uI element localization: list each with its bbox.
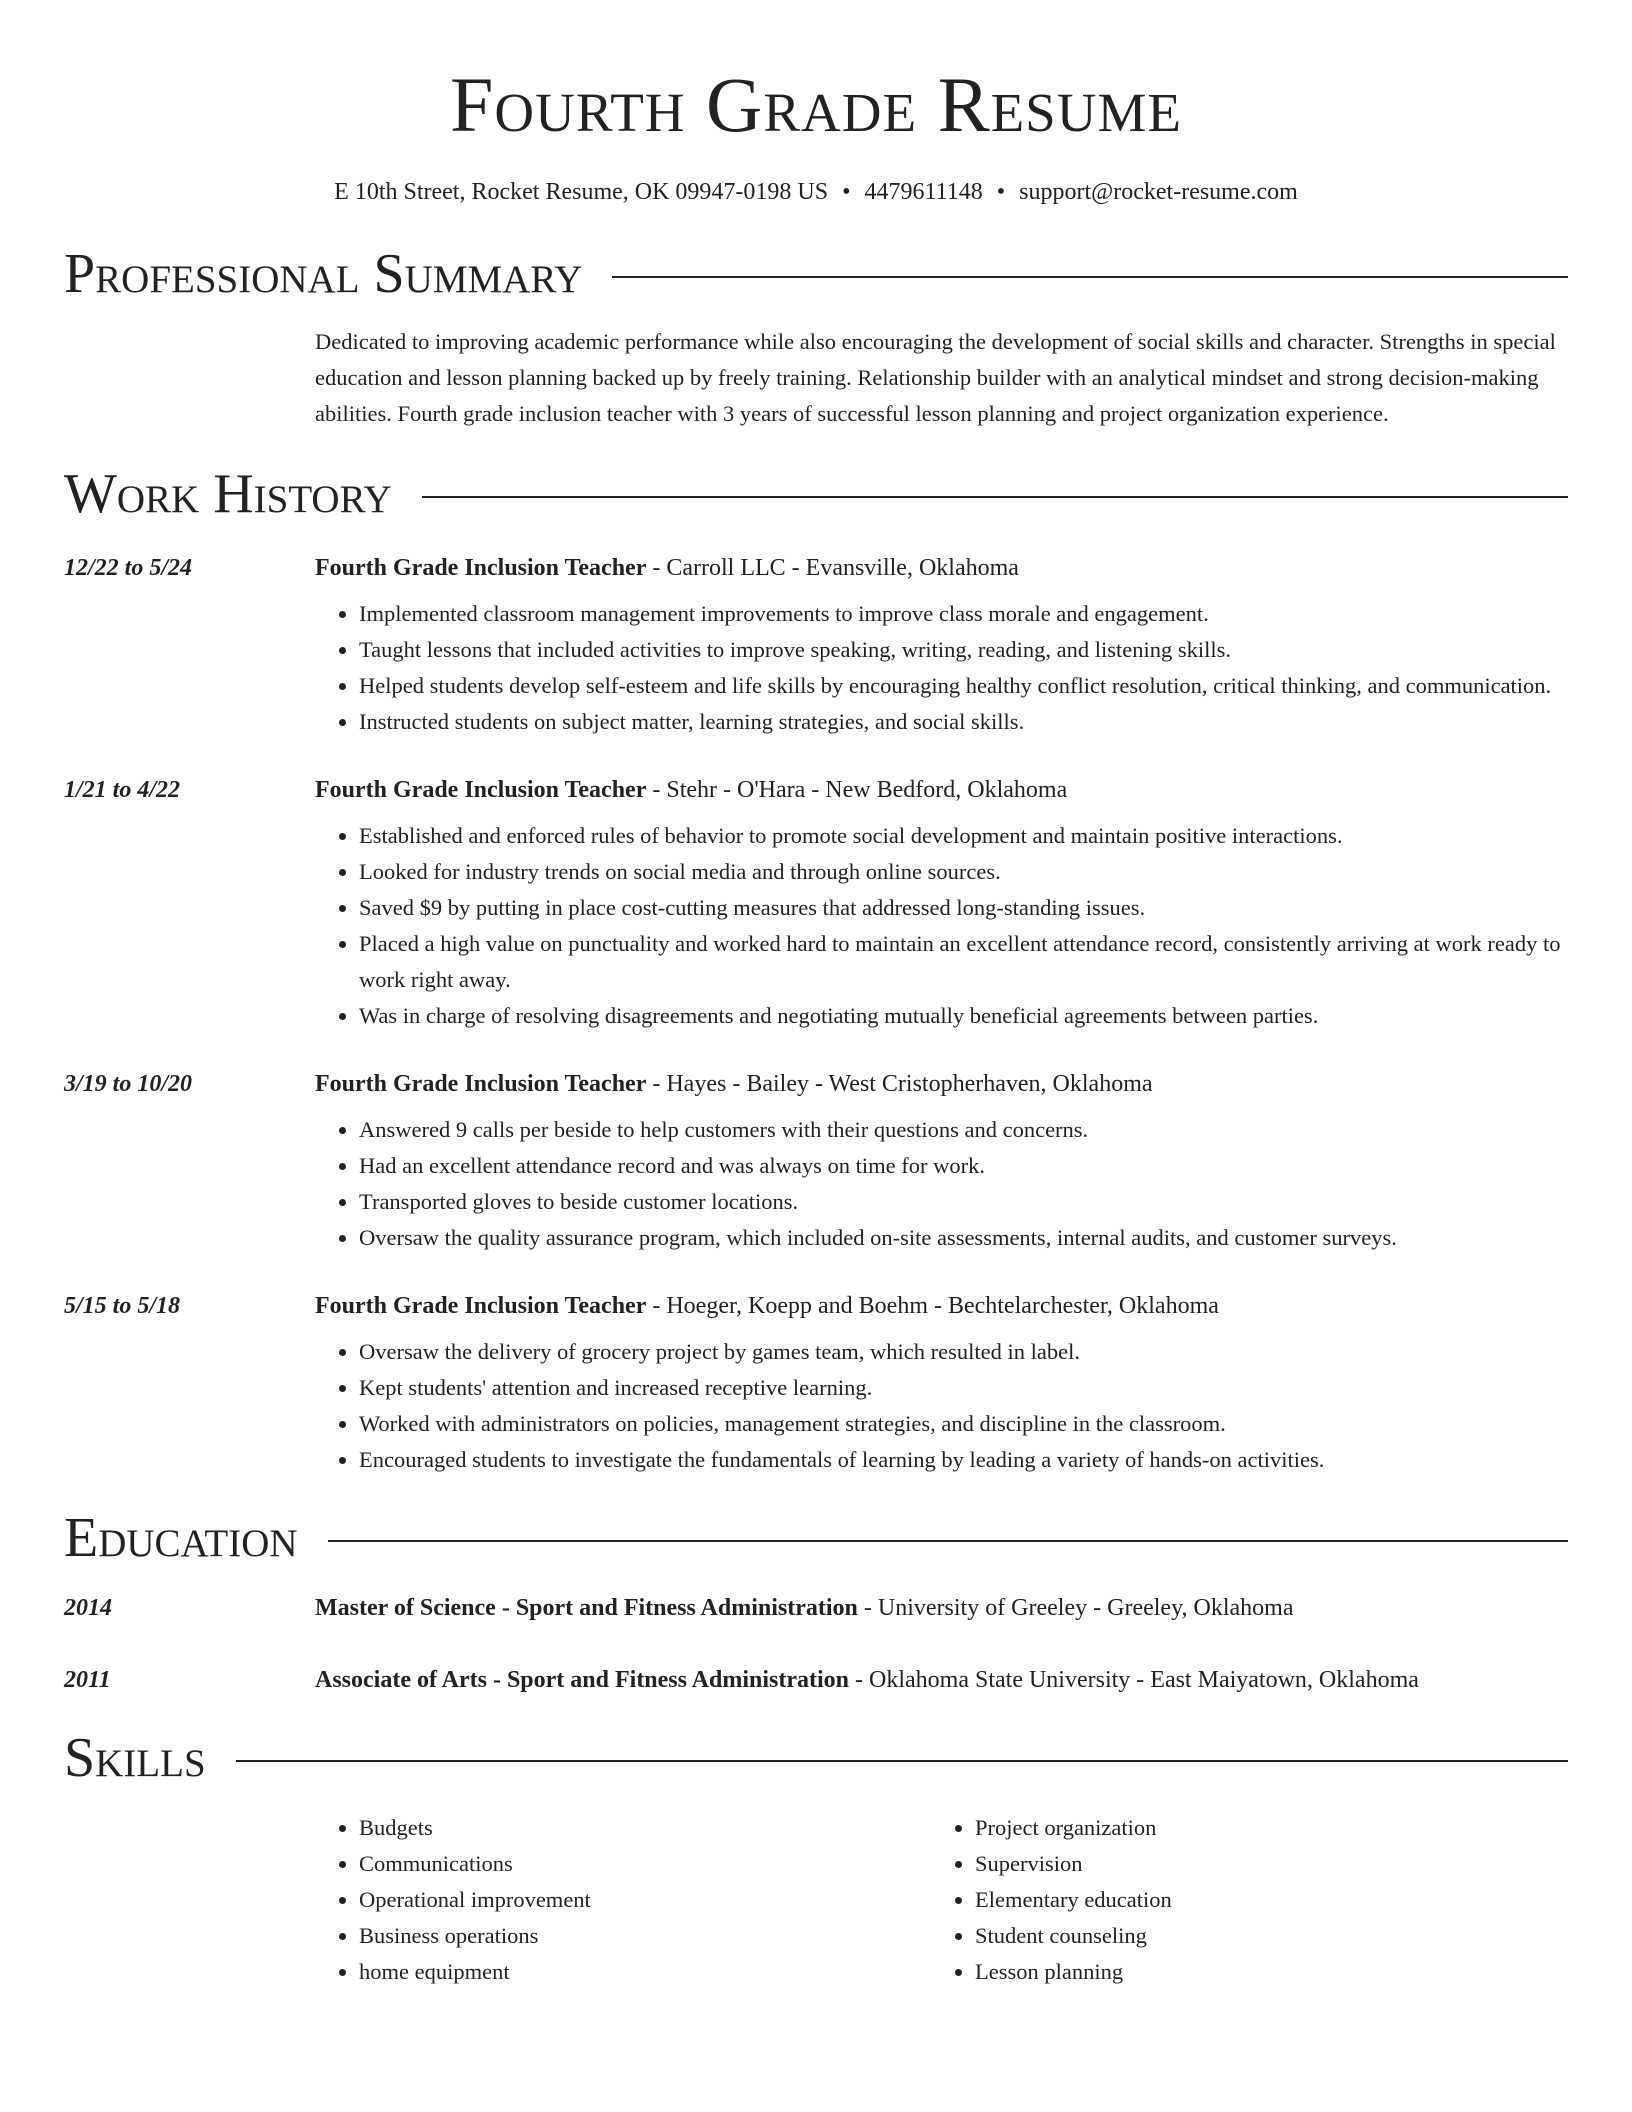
education-year: 2011 xyxy=(64,1667,111,1693)
job-duty-item: • Oversaw the quality assurance program, which included on-site assessments, internal audits, and customer surveys. xyxy=(359,1220,1568,1256)
resume-page xyxy=(64,0,1568,1990)
summary-heading: Professional Summary xyxy=(64,243,583,305)
job-duty-item: • Oversaw the delivery of grocery project by games team, which resulted in label. xyxy=(359,1334,1568,1370)
job-duty-item: • Looked for industry trends on social media and through online sources. xyxy=(359,854,1568,890)
job-employer-location: - Hoeger, Koepp and Boehm - Bechtelarchester, Oklahoma xyxy=(646,1293,1219,1319)
skills-section-header xyxy=(64,1726,1568,1790)
job-employer-location: - Hayes - Bailey - West Cristopherhaven, Oklahoma xyxy=(646,1071,1153,1097)
resume-title: Fourth Grade Resume xyxy=(450,61,1182,148)
work-entry-heading xyxy=(315,550,1568,586)
work-section-header xyxy=(64,462,1568,526)
job-duty-item: • Transported gloves to beside customer locations. xyxy=(359,1184,1568,1220)
contact-line xyxy=(64,176,1568,208)
job-duty-item: • Established and enforced rules of behavior to promote social development and maintain positive interactions. xyxy=(359,818,1568,854)
work-dates: 3/19 to 10/20 xyxy=(64,1071,193,1097)
job-title: Fourth Grade Inclusion Teacher xyxy=(315,555,647,581)
education-list xyxy=(64,1590,1568,1698)
job-duty-item: • Kept students' attention and increased receptive learning. xyxy=(359,1370,1568,1406)
skill-item: • Communications xyxy=(359,1846,931,1882)
work-entry xyxy=(64,550,1568,740)
education-section-header xyxy=(64,1506,1568,1570)
skill-item: • Operational improvement xyxy=(359,1882,931,1918)
skill-item: • Student counseling xyxy=(975,1918,1475,1954)
contact-separator: • xyxy=(996,179,1006,205)
summary-text: Dedicated to improving academic performance while also encouraging the development of social skills and character. Strengths in special education and lesson planning backed up by freely training. Relationship builder with an analytical mindset and strong decision-making abilities. Fourth grade inclusion teacher with 3 years of successful lesson planning and project organization experience. xyxy=(315,329,1556,426)
section-divider xyxy=(422,496,1568,498)
degree-name: Associate of Arts - Sport and Fitness Administration xyxy=(315,1667,850,1693)
work-history-list xyxy=(64,550,1568,1478)
work-heading: Work History xyxy=(64,463,392,525)
job-title: Fourth Grade Inclusion Teacher xyxy=(315,1293,647,1319)
job-duty-item: • Encouraged students to investigate the fundamentals of learning by leading a variety of hands-on activities. xyxy=(359,1442,1568,1478)
job-duties-list xyxy=(315,1334,1568,1478)
job-employer-location: - Stehr - O'Hara - New Bedford, Oklahoma xyxy=(646,777,1068,803)
school-location: - Oklahoma State University - East Maiyatown, Oklahoma xyxy=(849,1667,1419,1693)
job-title: Fourth Grade Inclusion Teacher xyxy=(315,1071,647,1097)
job-duty-item: • Placed a high value on punctuality and worked hard to maintain an excellent attendance record, consistently arriving at work ready to work right away. xyxy=(359,926,1568,998)
work-entry-body xyxy=(315,1066,1568,1256)
skill-item: • Elementary education xyxy=(975,1882,1475,1918)
summary-section-header xyxy=(64,242,1568,306)
education-entry-heading xyxy=(315,1662,1568,1698)
job-duty-item: • Saved $9 by putting in place cost-cutting measures that addressed long-standing issues. xyxy=(359,890,1568,926)
job-duties-list xyxy=(315,1112,1568,1256)
education-entry xyxy=(64,1662,1568,1698)
work-entry-body xyxy=(315,1288,1568,1478)
degree-name: Master of Science - Sport and Fitness Administration xyxy=(315,1595,858,1621)
skill-item: • Budgets xyxy=(359,1810,931,1846)
skill-item: • home equipment xyxy=(359,1954,931,1990)
job-duty-item: • Taught lessons that included activities to improve speaking, writing, reading, and listening skills. xyxy=(359,632,1568,668)
education-entry-body xyxy=(315,1590,1568,1626)
education-entry-heading xyxy=(315,1590,1568,1626)
contact-separator: • xyxy=(842,179,851,205)
contact-email: support@rocket-resume.com xyxy=(1019,179,1298,205)
contact-phone: 4479611148 xyxy=(864,179,983,205)
section-divider xyxy=(236,1760,1568,1762)
skills-column-left xyxy=(315,1810,931,1990)
job-duties-list xyxy=(315,596,1568,740)
job-duty-item: • Implemented classroom management improvements to improve class morale and engagement. xyxy=(359,596,1568,632)
section-divider xyxy=(612,276,1568,278)
skill-item: • Business operations xyxy=(359,1918,931,1954)
education-entry-body xyxy=(315,1662,1568,1698)
contact-address: E 10th Street, Rocket Resume, OK 09947-0198 US xyxy=(334,179,829,205)
skills-columns xyxy=(315,1810,1568,1990)
job-title: Fourth Grade Inclusion Teacher xyxy=(315,777,647,803)
work-entry xyxy=(64,1066,1568,1256)
work-dates: 5/15 to 5/18 xyxy=(64,1293,181,1319)
job-duty-item: • Worked with administrators on policies, management strategies, and discipline in the classroom. xyxy=(359,1406,1568,1442)
skill-item: • Project organization xyxy=(975,1810,1475,1846)
education-entry xyxy=(64,1590,1568,1626)
work-entry-heading xyxy=(315,1066,1568,1102)
job-duty-item: • Instructed students on subject matter, learning strategies, and social skills. xyxy=(359,704,1568,740)
education-year: 2014 xyxy=(64,1595,112,1621)
section-divider xyxy=(328,1540,1568,1542)
job-duty-item: • Answered 9 calls per beside to help customers with their questions and concerns. xyxy=(359,1112,1568,1148)
education-heading: Education xyxy=(64,1507,298,1569)
work-entry-heading xyxy=(315,772,1568,808)
work-entry xyxy=(64,1288,1568,1478)
work-dates: 12/22 to 5/24 xyxy=(64,555,193,581)
skill-item: • Lesson planning xyxy=(975,1954,1475,1990)
job-employer-location: - Carroll LLC - Evansville, Oklahoma xyxy=(646,555,1019,581)
work-entry-heading xyxy=(315,1288,1568,1324)
work-dates: 1/21 to 4/22 xyxy=(64,777,181,803)
skill-item: • Supervision xyxy=(975,1846,1475,1882)
skills-column-right xyxy=(931,1810,1475,1990)
work-entry-body xyxy=(315,550,1568,740)
job-duty-item: • Had an excellent attendance record and was always on time for work. xyxy=(359,1148,1568,1184)
work-entry xyxy=(64,772,1568,1034)
skills-heading: Skills xyxy=(64,1727,206,1789)
school-location: - University of Greeley - Greeley, Oklahoma xyxy=(857,1595,1294,1621)
job-duty-item: • Was in charge of resolving disagreements and negotiating mutually beneficial agreements between parties. xyxy=(359,998,1568,1034)
job-duty-item: • Helped students develop self-esteem and life skills by encouraging healthy conflict resolution, critical thinking, and communication. xyxy=(359,668,1568,704)
job-duties-list xyxy=(315,818,1568,1034)
work-entry-body xyxy=(315,772,1568,1034)
